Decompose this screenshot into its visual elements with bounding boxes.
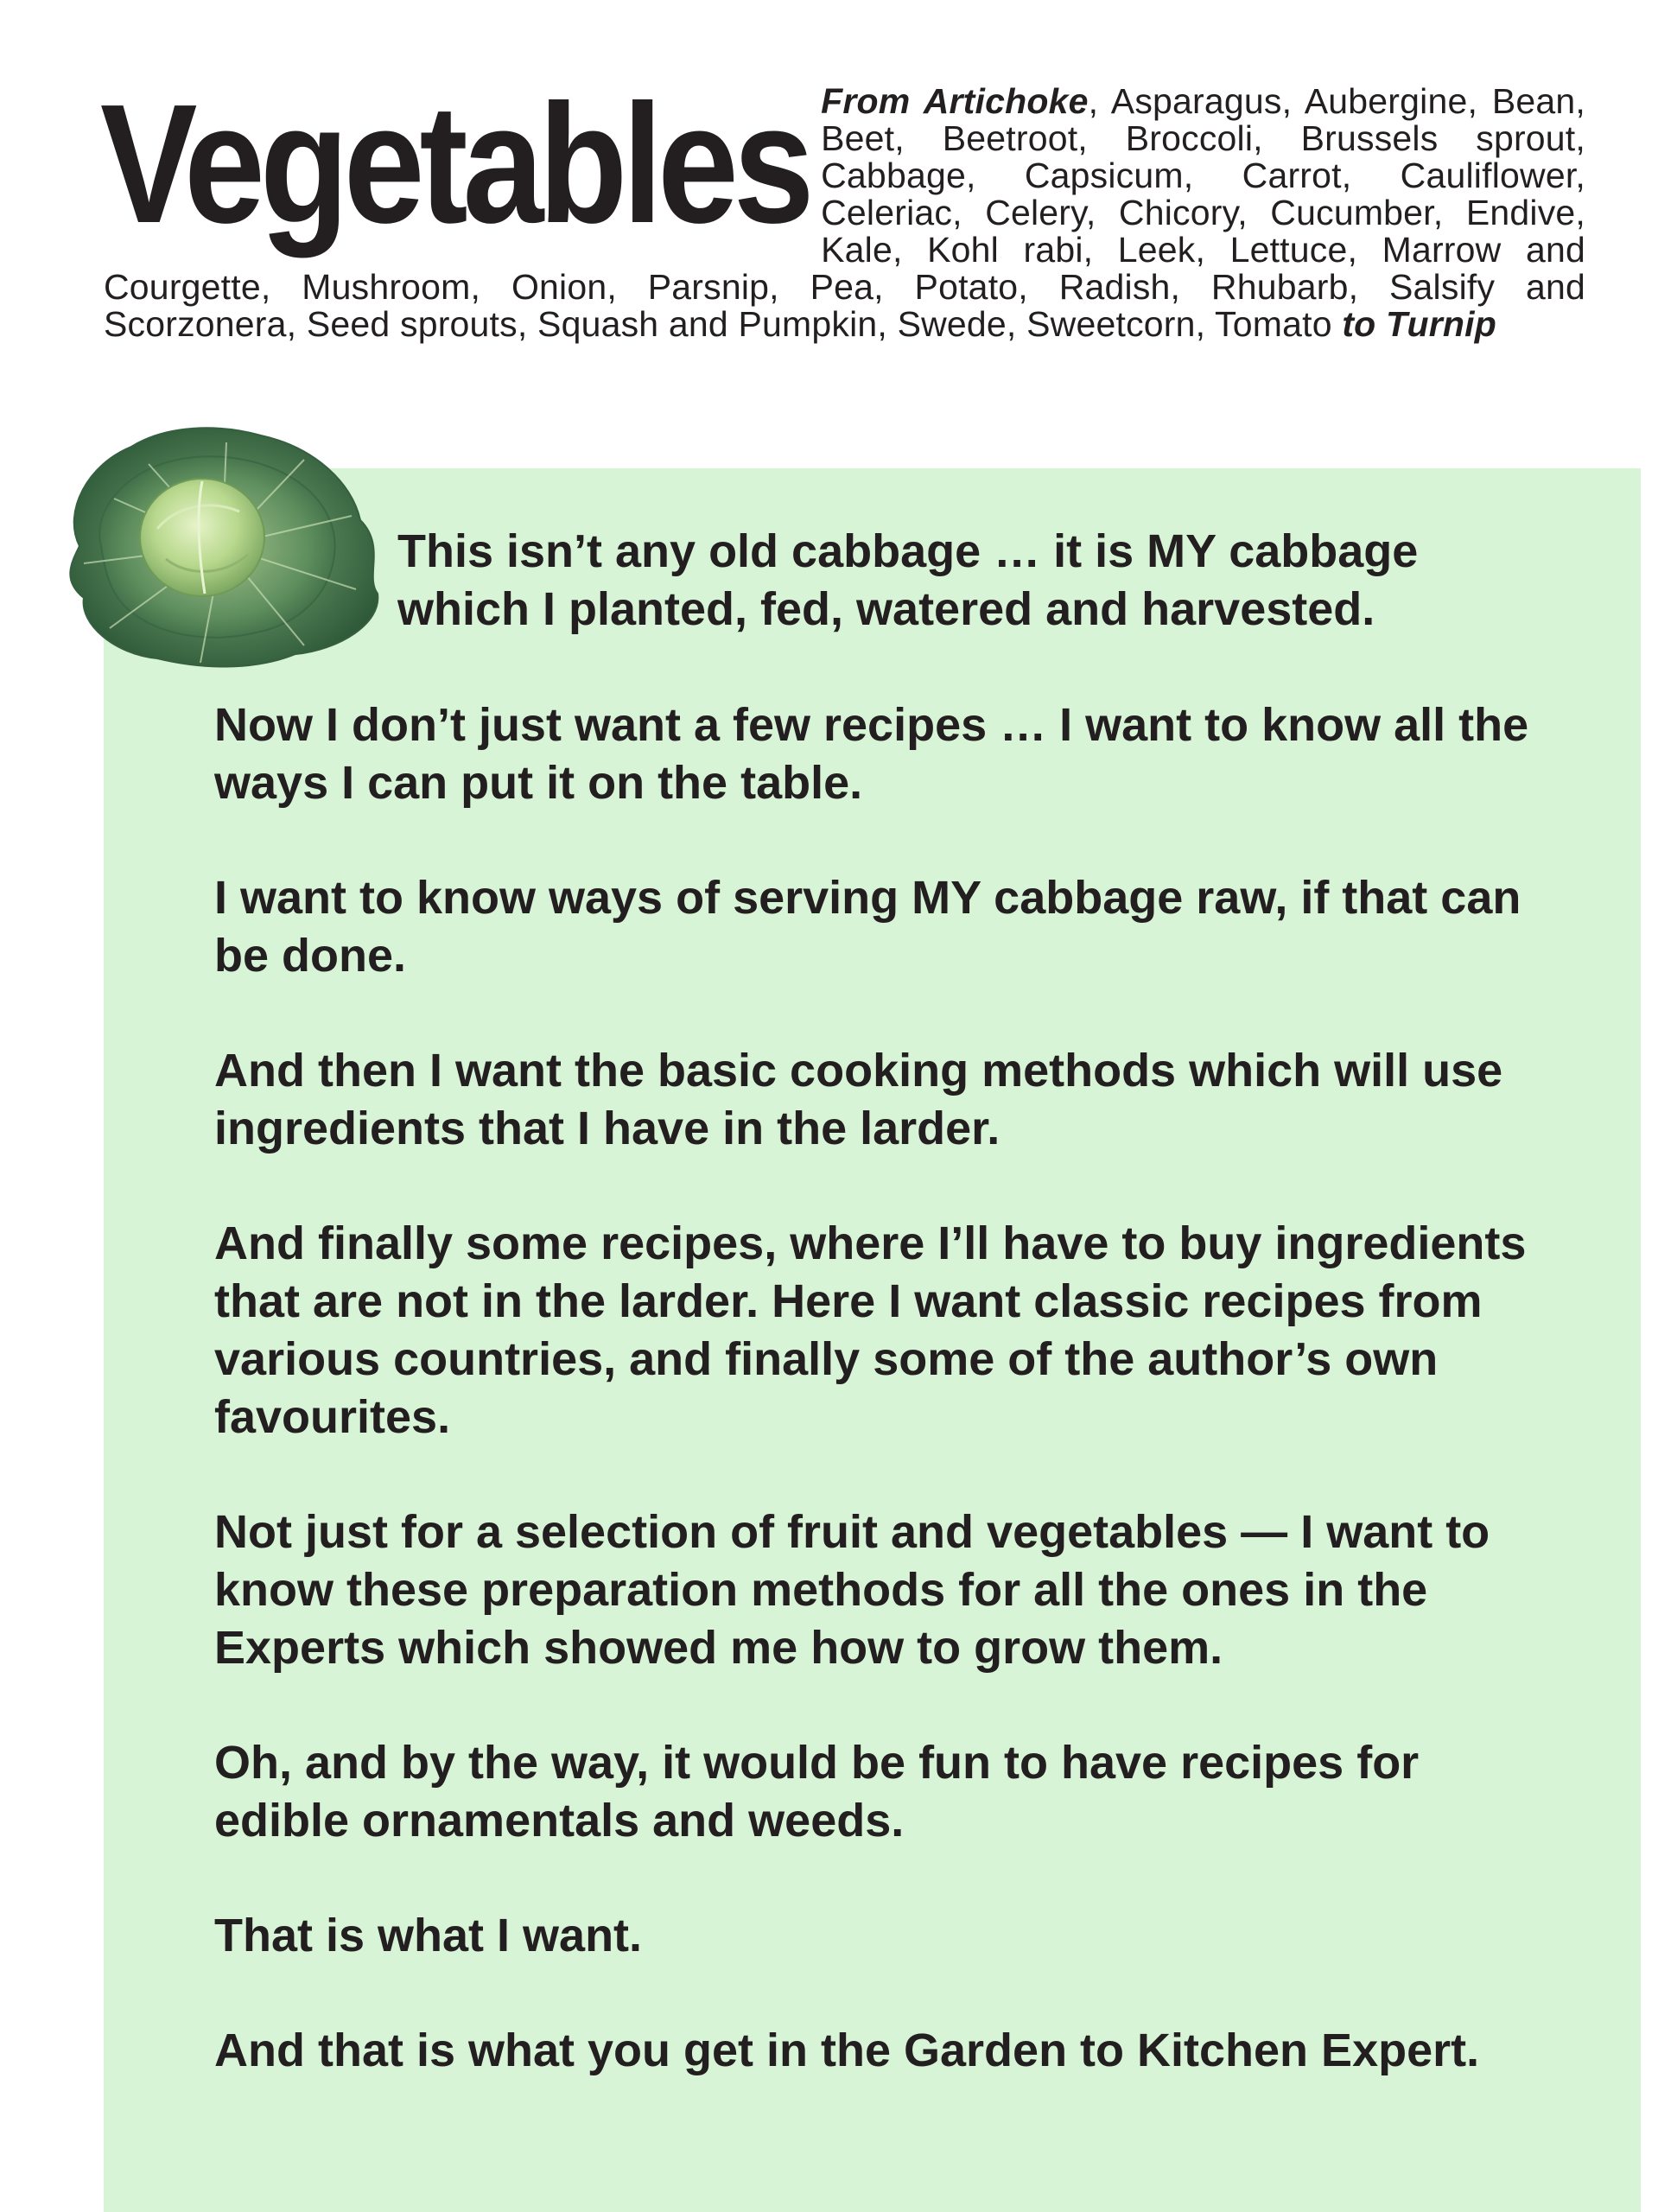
paragraph-4: And then I want the basic cooking methods which will use ingredients that I have in the larder. [214, 1045, 1503, 1154]
paragraph-1: This isn’t any old cabbage … it is MY cabbage which I planted, fed, watered and harvested. [397, 525, 1419, 635]
paragraph-6: Not just for a selection of fruit and vegetables — I want to know these preparation methods for all the ones in the Experts which showed me how to grow them. [214, 1506, 1490, 1674]
paragraph-3: I want to know ways of serving MY cabbage raw, if that can be done. [214, 872, 1521, 982]
body-text [214, 523, 1562, 2137]
vegetable-list-lead: From Artichoke [821, 81, 1089, 121]
vegetable-list-body: , Asparagus, Aubergine, Bean, Beet, Beetroot, Broccoli, Brussels sprout, Cabbage, Capsicum, Carrot, Cauliflower, Celeriac, Celery, Chicory, Cucumber, Endive, Kale, Kohl rabi, Leek, Lettuce, Marrow and Courgette, Mushroom, Onion, Parsnip, Pea, Potato, Radish, Rhubarb, Salsify and Scorzonera, Seed sprouts, Squash and Pumpkin, Swede, Sweetcorn, Tomato [104, 81, 1585, 344]
paragraph-5: And finally some recipes, where I’ll have to buy ingredients that are not in the larder. Here I want classic recipes from various countries, and finally some of the author’s own favourites. [214, 1217, 1527, 1443]
vegetable-list-end: to Turnip [1342, 304, 1496, 344]
page-header [100, 69, 1585, 344]
paragraph-7: Oh, and by the way, it would be fun to have recipes for edible ornamentals and weeds. [214, 1737, 1420, 1847]
paragraph-8: That is what I want. [214, 1910, 643, 1961]
page-title: Vegetables [100, 69, 810, 258]
paragraph-2: Now I don’t just want a few recipes … I want to know all the ways I can put it on the table. [214, 699, 1529, 809]
paragraph-9: And that is what you get in the Garden to Kitchen Expert. [214, 2024, 1480, 2076]
